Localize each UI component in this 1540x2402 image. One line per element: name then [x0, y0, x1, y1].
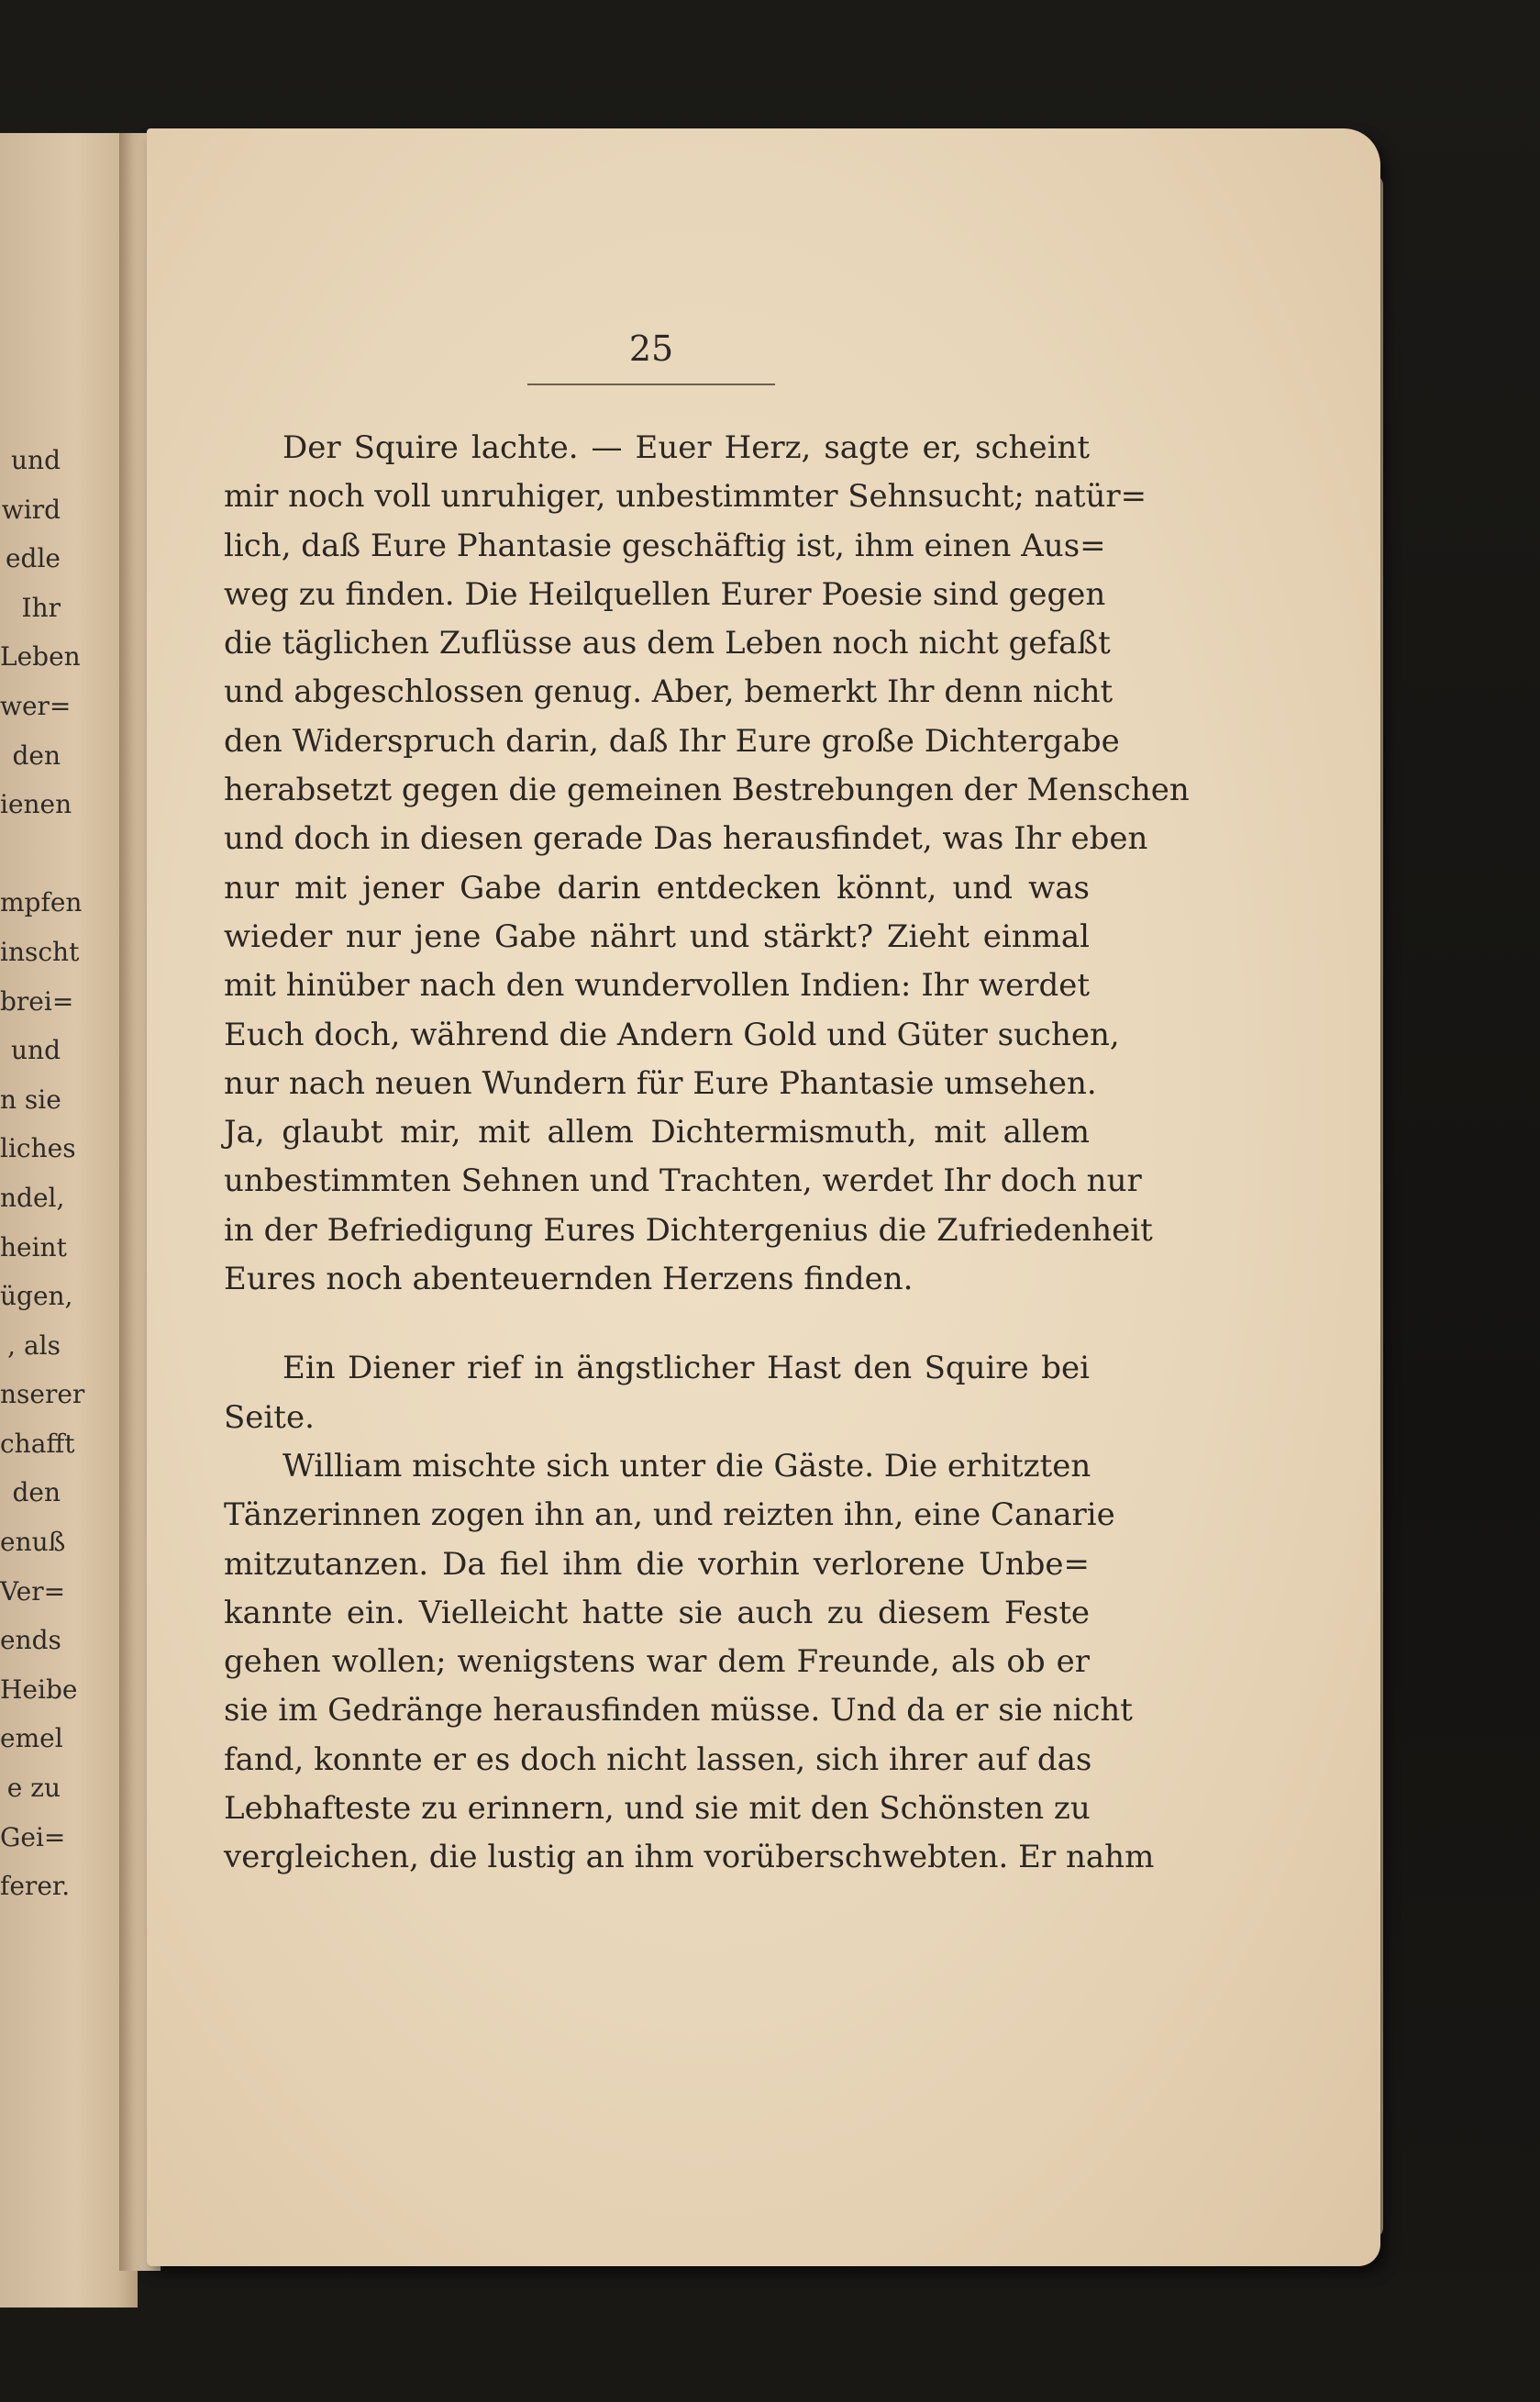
left-page-line: ügen,	[0, 1281, 73, 1312]
text-line: und doch in diesen gerade Das herausfindet, was Ihr eben	[224, 820, 1148, 858]
left-page-line: chafft	[0, 1428, 75, 1459]
text-line: mir noch voll unruhiger, unbestimmter Sehnsucht; natür=	[224, 478, 1147, 516]
text-line: die täglichen Zuflüsse aus dem Leben noch nicht gefaßt	[224, 625, 1111, 662]
left-page-line: Heibe	[0, 1674, 78, 1705]
text-line: Ja, glaubt mir, mit allem Dichtermismuth, mit allem	[224, 1114, 1090, 1151]
paragraph	[224, 424, 1190, 1304]
left-page-line: und	[11, 445, 61, 475]
left-page-line: edle	[5, 543, 61, 574]
text-line: sie im Gedränge herausfinden müsse. Und da er sie nicht	[224, 1692, 1133, 1729]
text-line: in der Befriedigung Eures Dichtergenius die Zufriedenheit	[224, 1211, 1153, 1249]
left-page-line	[0, 829, 61, 879]
text-line: den Widerspruch darin, daß Ihr Eure große Dichtergabe	[224, 722, 1120, 760]
left-page-line: n sie	[0, 1084, 61, 1115]
text-line: Tänzerinnen zogen ihn an, und reizten ihn, eine Canarie	[224, 1496, 1115, 1534]
text-line: nur nach neuen Wundern für Eure Phantasie umsehen.	[224, 1064, 1097, 1102]
text-line: Euch doch, während die Andern Gold und Güter suchen,	[224, 1016, 1120, 1053]
left-page-line: e zu	[6, 1773, 61, 1804]
left-page-line: ienen	[0, 789, 72, 820]
left-page-text	[0, 436, 85, 1911]
left-page-line: Ihr	[21, 592, 61, 623]
text-line: herabsetzt gegen die gemeinen Bestrebungen der Menschen	[224, 772, 1190, 809]
left-page-line: ndel,	[0, 1182, 65, 1213]
text-line: unbestimmten Sehnen und Trachten, werdet Ihr doch nur	[224, 1162, 1142, 1200]
text-line: vergleichen, die lustig an ihm vorüberschwebten. Er nahm	[224, 1839, 1155, 1876]
left-facing-page	[0, 133, 138, 2307]
left-page-line: , als	[7, 1329, 61, 1361]
text-line: William mischte sich unter die Gäste. Die erhitzten	[283, 1447, 1091, 1485]
left-page-line: emel	[0, 1723, 63, 1754]
left-page-line: brei=	[0, 985, 74, 1017]
paragraph	[224, 1344, 1090, 1442]
left-page-line: den	[12, 740, 61, 771]
left-page-line: liches	[0, 1133, 76, 1164]
text-line: Der Squire lachte. — Euer Herz, sagte er, scheint	[283, 429, 1090, 466]
left-page-line: heint	[0, 1231, 67, 1262]
left-page-line: Leben	[0, 641, 81, 673]
text-line: weg zu finden. Die Heilquellen Eurer Poesie sind gegen	[224, 575, 1106, 613]
paragraph-gap	[224, 1304, 1090, 1344]
left-page-line: Gei=	[0, 1821, 66, 1852]
text-line: mitzutanzen. Da fiel ihm die vorhin verlorene Unbe=	[224, 1545, 1090, 1583]
left-page-line: inscht	[0, 936, 80, 967]
text-line: Ein Diener rief in ängstlicher Hast den Squire bei	[283, 1350, 1090, 1387]
left-page-line: nserer	[0, 1379, 85, 1410]
left-page-line: enuß	[0, 1527, 66, 1558]
left-page-line: und	[11, 1035, 61, 1066]
left-page-line: ferer.	[0, 1871, 71, 1902]
text-line: wieder nur jene Gabe nährt und stärkt? Zieht einmal	[224, 917, 1090, 955]
text-line: Eures noch abenteuernden Herzens finden.	[224, 1261, 914, 1298]
text-line: Seite.	[224, 1398, 315, 1436]
left-page-line: mpfen	[0, 887, 83, 918]
header-rule	[527, 384, 775, 385]
text-line: Lebhafteste zu erinnern, und sie mit den Schönsten zu	[224, 1790, 1091, 1828]
page-body-text	[224, 424, 1190, 1883]
left-page-line: wird	[1, 494, 61, 525]
left-page-line: ends	[0, 1625, 61, 1656]
text-line: gehen wollen; wenigstens war dem Freunde, als ob er	[224, 1643, 1090, 1681]
text-line: mit hinüber nach den wundervollen Indien: Ihr werdet	[224, 967, 1090, 1005]
text-line: fand, konnte er es doch nicht lassen, sich ihrer auf das	[224, 1740, 1092, 1778]
text-line: lich, daß Eure Phantasie geschäftig ist, ihm einen Aus=	[224, 527, 1106, 564]
left-page-line: den	[12, 1477, 61, 1508]
page-number: 25	[628, 328, 674, 369]
paragraph	[224, 1442, 1155, 1883]
text-line: und abgeschlossen genug. Aber, bemerkt Ihr denn nicht	[224, 673, 1113, 711]
text-line: kannte ein. Vielleicht hatte sie auch zu diesem Feste	[224, 1594, 1090, 1631]
left-page-line: Ver=	[0, 1575, 66, 1607]
left-page-line: wer=	[0, 690, 72, 721]
text-line: nur mit jener Gabe darin entdecken könnt, und was	[224, 869, 1090, 906]
